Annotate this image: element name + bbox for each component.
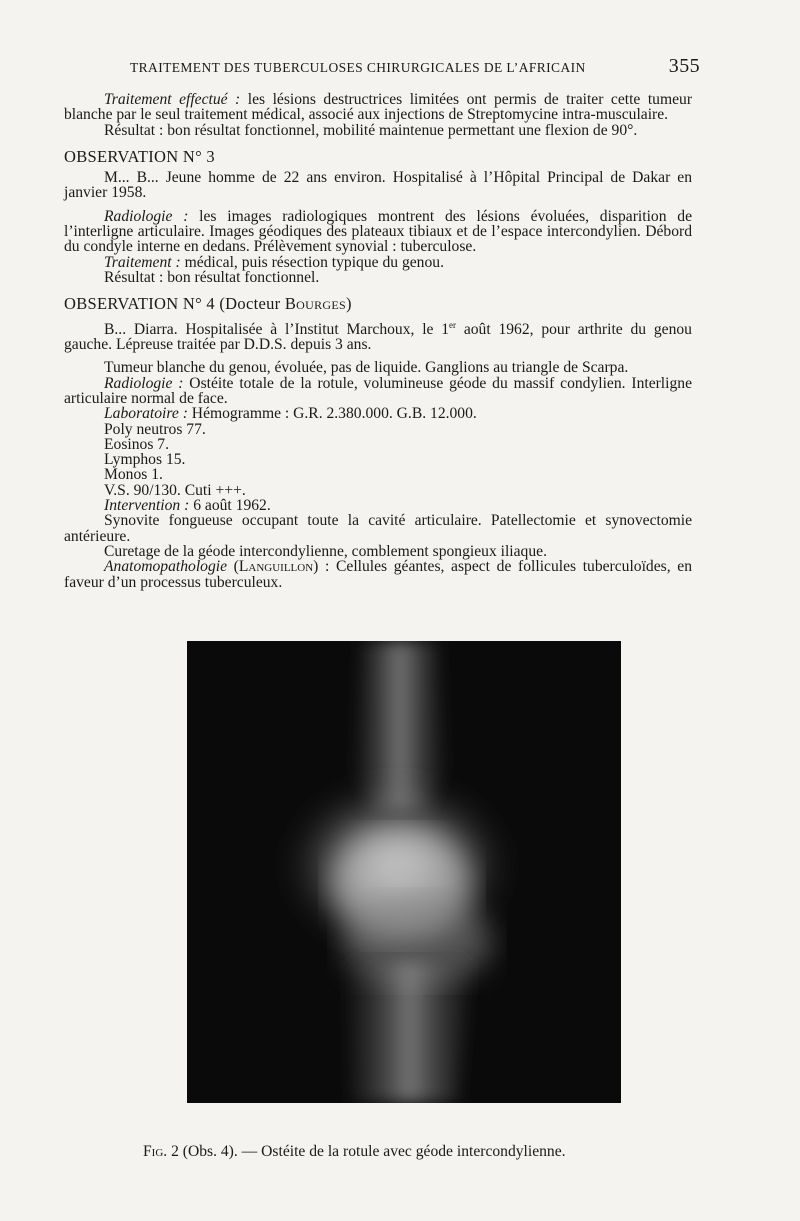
- knee-xray-image: [187, 641, 621, 1103]
- knee-radiograph: [187, 641, 621, 1103]
- lab-line: Monos 1.: [104, 466, 163, 484]
- obs4-radiologie: Radiologie : Ostéite totale de la rotule, volumineuse géode du massif condylien. Interligne articulaire normal de face.: [64, 374, 692, 407]
- obs3-resultat: Résultat : bon résultat fonctionnel.: [104, 268, 320, 286]
- lab-line: V.S. 90/130. Cuti +++.: [104, 481, 246, 499]
- obs4-synovite: Synovite fongueuse occupant toute la cavité articulaire. Patellectomie et synovectomie antérieure.: [64, 512, 692, 545]
- obs4-patient: B... Diarra. Hospitalisée à l’Institut Marchoux, le 1er août 1962, pour arthrite du genou gauche. Lépreuse traitée par D.D.S. depuis 3 ans.: [64, 319, 692, 354]
- obs4-tumeur: Tumeur blanche du genou, évoluée, pas de liquide. Ganglions au triangle de Scarpa.: [104, 359, 629, 377]
- lab-line: Eosinos 7.: [104, 435, 169, 453]
- obs3-heading: OBSERVATION N° 3: [64, 146, 215, 166]
- obs4-anapath: Anatomopathologie (Languillon) : Cellules géantes, aspect de follicules tuberculoïdes, en faveur d’un processus tuberculeux.: [64, 558, 692, 591]
- obs4-intervention: Intervention : 6 août 1962.: [104, 497, 271, 515]
- lab-line: Poly neutros 77.: [104, 420, 206, 438]
- obs3-patient: M... B... Jeune homme de 22 ans environ. Hospitalisé à l’Hôpital Principal de Dakar en janvier 1958.: [64, 169, 692, 202]
- figure-caption: Fig. 2 (Obs. 4). — Ostéite de la rotule avec géode intercondylienne.: [143, 1142, 566, 1160]
- lab-line: Lymphos 15.: [104, 451, 186, 469]
- obs3-traitement: Traitement : médical, puis résection typique du genou.: [104, 253, 444, 271]
- article-body: [64, 92, 692, 590]
- obs3-radiologie: Radiologie : les images radiologiques montrent des lésions évoluées, disparition de l’interligne articulaire. Images géodiques des plateaux tibiaux et de l’espace intercondylien. Débord du condyle interne en dedans. Prélèvement synovial : tuberculose.: [64, 207, 693, 256]
- page-number: 355: [668, 55, 700, 77]
- obs4-curetage: Curetage de la géode intercondylienne, comblement spongieux iliaque.: [104, 542, 547, 560]
- intro-traitement: Traitement effectué : les lésions destructrices limitées ont permis de traiter cette tumeur blanche par le seul traitement médical, associé aux injections de Streptomycine intra-musculaire.: [64, 91, 693, 124]
- obs4-heading: OBSERVATION N° 4 (Docteur Bourges): [64, 294, 352, 314]
- intro-resultat: Résultat : bon résultat fonctionnel, mobilité maintenue permettant une flexion de 90°.: [104, 121, 638, 139]
- running-title: TRAITEMENT DES TUBERCULOSES CHIRURGICALES DE L’AFRICAIN: [130, 60, 586, 75]
- obs4-laboratoire: Laboratoire : Hémogramme : G.R. 2.380.000. G.B. 12.000.: [104, 405, 477, 423]
